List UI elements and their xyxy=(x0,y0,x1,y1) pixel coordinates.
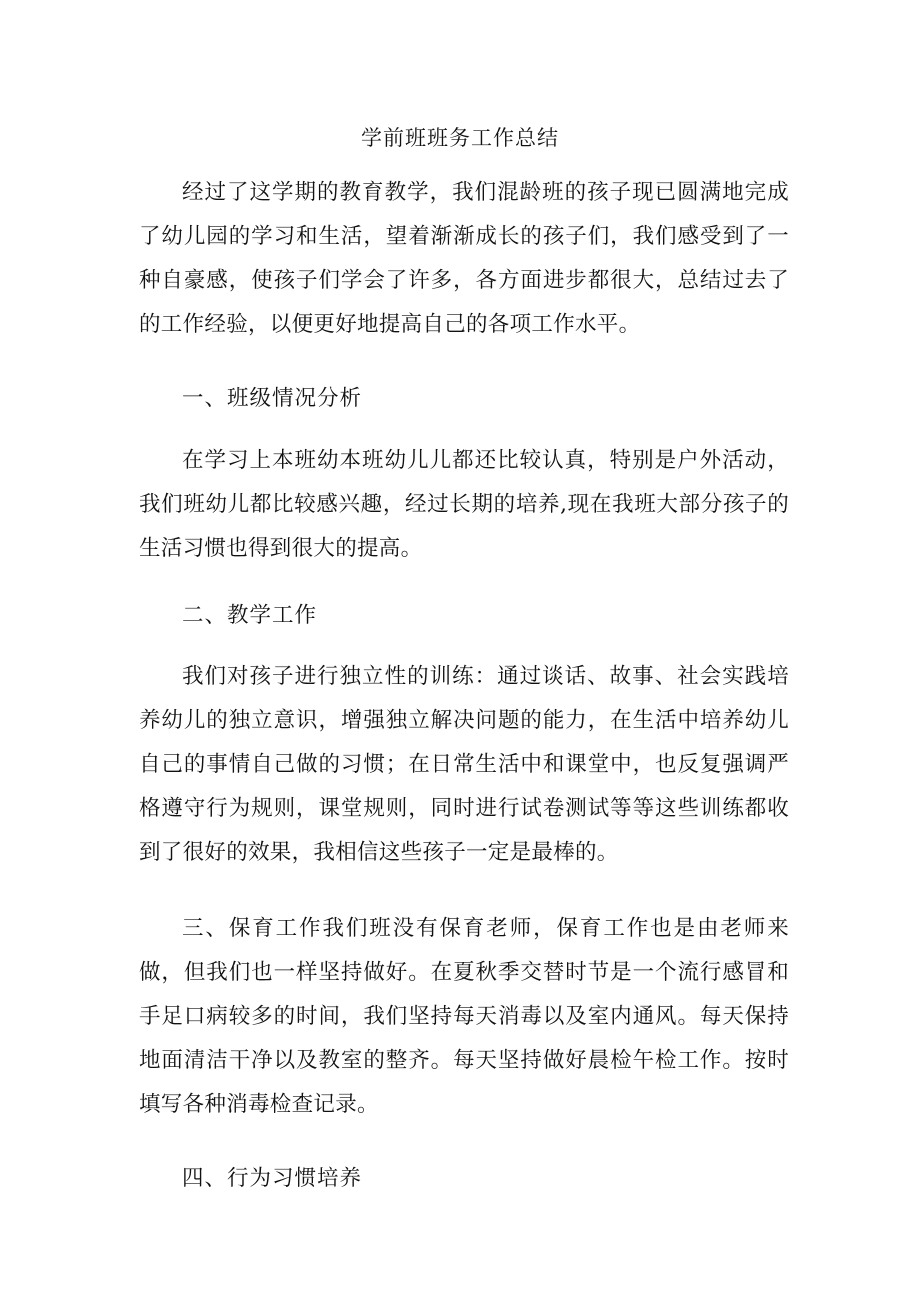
section-heading-class-analysis: 一、班级情况分析 xyxy=(182,386,363,411)
section-paragraph-care: 三、保育工作我们班没有保育老师，保育工作也是由老师来做，但我们也一样坚持做好。在夏秋季交替时节是一个流行感冒和手足口病较多的时间，我们坚持每天消毒以及室内通风。每天保持地面清洁干净以及教室的整齐。每天坚持做好晨检午检工作。按时填写各种消毒检查记录。 xyxy=(139,916,789,1117)
section-heading-teaching: 二、教学工作 xyxy=(182,603,318,628)
section-paragraph-class-analysis: 在学习上本班幼本班幼儿儿都还比较认真，特别是户外活动，我们班幼儿都比较感兴趣，经过长期的培养,现在我班大部分孩子的生活习惯也得到很大的提高。 xyxy=(139,448,789,561)
intro-paragraph: 经过了这学期的教育教学，我们混龄班的孩子现已圆满地完成了幼儿园的学习和生活，望着渐渐成长的孩子们，我们感受到了一种自豪感，使孩子们学会了许多，各方面进步都很大，总结过去了的工作经验，以便更好地提高自己的各项工作水平。 xyxy=(139,180,789,337)
document-title: 学前班班务工作总结 xyxy=(361,126,559,150)
section-heading-habits: 四、行为习惯培养 xyxy=(182,1166,363,1191)
section-paragraph-teaching: 我们对孩子进行独立性的训练：通过谈话、故事、社会实践培养幼儿的独立意识，增强独立解决问题的能力，在生活中培养幼儿自己的事情自己做的习惯；在日常生活中和课堂中，也反复强调严格遵守行为规则，课堂规则，同时进行试卷测试等等这些训练都收到了很好的效果，我相信这些孩子一定是最棒的。 xyxy=(139,664,789,865)
